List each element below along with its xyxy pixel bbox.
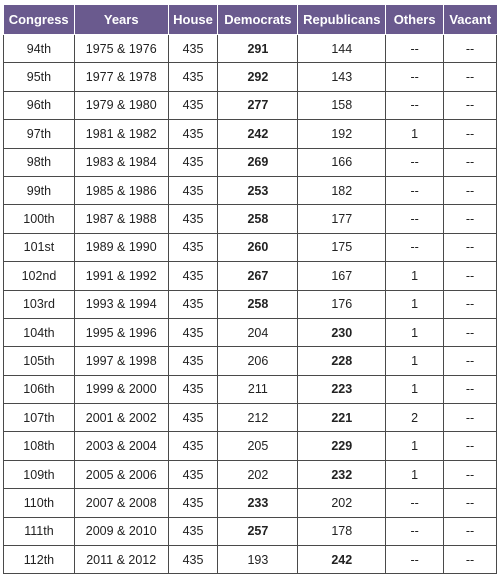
cell-vacant: -- — [444, 375, 497, 403]
table-row — [4, 517, 497, 545]
cell-vacant: -- — [444, 318, 497, 346]
table-row — [4, 432, 497, 460]
table-row — [4, 233, 497, 261]
cell-house: 435 — [168, 176, 218, 204]
cell-congress: 101st — [4, 233, 75, 261]
cell-years: 1989 & 1990 — [74, 233, 168, 261]
cell-democrats: 277 — [218, 91, 298, 119]
cell-vacant: -- — [444, 205, 497, 233]
table-header — [4, 5, 497, 35]
cell-republicans: 143 — [298, 63, 386, 91]
cell-vacant: -- — [444, 489, 497, 517]
cell-vacant: -- — [444, 120, 497, 148]
cell-years: 1997 & 1998 — [74, 347, 168, 375]
cell-congress: 112th — [4, 546, 75, 574]
cell-years: 2007 & 2008 — [74, 489, 168, 517]
cell-others: -- — [386, 233, 444, 261]
cell-years: 1979 & 1980 — [74, 91, 168, 119]
cell-congress: 95th — [4, 63, 75, 91]
cell-democrats: 258 — [218, 205, 298, 233]
header-democrats: Democrats — [218, 5, 298, 35]
cell-years: 1999 & 2000 — [74, 375, 168, 403]
table-row — [4, 489, 497, 517]
table-row — [4, 347, 497, 375]
cell-others: 1 — [386, 318, 444, 346]
cell-congress: 103rd — [4, 290, 75, 318]
cell-democrats: 253 — [218, 176, 298, 204]
cell-years: 2005 & 2006 — [74, 460, 168, 488]
cell-congress: 104th — [4, 318, 75, 346]
cell-years: 1995 & 1996 — [74, 318, 168, 346]
cell-republicans: 178 — [298, 517, 386, 545]
cell-republicans: 202 — [298, 489, 386, 517]
cell-house: 435 — [168, 347, 218, 375]
cell-republicans: 176 — [298, 290, 386, 318]
cell-others: -- — [386, 517, 444, 545]
cell-republicans: 192 — [298, 120, 386, 148]
table-row — [4, 63, 497, 91]
table-row — [4, 205, 497, 233]
cell-house: 435 — [168, 318, 218, 346]
cell-others: 2 — [386, 404, 444, 432]
cell-vacant: -- — [444, 404, 497, 432]
table-row — [4, 120, 497, 148]
table-row — [4, 176, 497, 204]
cell-republicans: 158 — [298, 91, 386, 119]
cell-republicans: 182 — [298, 176, 386, 204]
cell-vacant: -- — [444, 290, 497, 318]
cell-democrats: 257 — [218, 517, 298, 545]
cell-democrats: 291 — [218, 35, 298, 63]
cell-house: 435 — [168, 460, 218, 488]
cell-house: 435 — [168, 517, 218, 545]
cell-others: 1 — [386, 120, 444, 148]
cell-congress: 105th — [4, 347, 75, 375]
cell-others: -- — [386, 63, 444, 91]
cell-years: 1993 & 1994 — [74, 290, 168, 318]
cell-years: 1981 & 1982 — [74, 120, 168, 148]
cell-vacant: -- — [444, 546, 497, 574]
cell-house: 435 — [168, 489, 218, 517]
table-row — [4, 546, 497, 574]
cell-years: 1975 & 1976 — [74, 35, 168, 63]
cell-house: 435 — [168, 35, 218, 63]
cell-house: 435 — [168, 404, 218, 432]
cell-years: 1987 & 1988 — [74, 205, 168, 233]
cell-democrats: 242 — [218, 120, 298, 148]
cell-house: 435 — [168, 120, 218, 148]
cell-congress: 110th — [4, 489, 75, 517]
cell-republicans: 144 — [298, 35, 386, 63]
cell-democrats: 211 — [218, 375, 298, 403]
cell-years: 1985 & 1986 — [74, 176, 168, 204]
cell-republicans: 167 — [298, 262, 386, 290]
cell-house: 435 — [168, 290, 218, 318]
table-row — [4, 318, 497, 346]
table-row — [4, 290, 497, 318]
cell-years: 2009 & 2010 — [74, 517, 168, 545]
cell-others: -- — [386, 176, 444, 204]
cell-vacant: -- — [444, 63, 497, 91]
cell-others: 1 — [386, 347, 444, 375]
cell-others: 1 — [386, 262, 444, 290]
cell-vacant: -- — [444, 460, 497, 488]
cell-democrats: 258 — [218, 290, 298, 318]
cell-others: -- — [386, 205, 444, 233]
cell-republicans: 228 — [298, 347, 386, 375]
header-republicans: Republicans — [298, 5, 386, 35]
cell-years: 2011 & 2012 — [74, 546, 168, 574]
cell-others: 1 — [386, 290, 444, 318]
cell-republicans: 229 — [298, 432, 386, 460]
cell-republicans: 177 — [298, 205, 386, 233]
cell-house: 435 — [168, 233, 218, 261]
cell-republicans: 230 — [298, 318, 386, 346]
house-composition-table — [3, 5, 497, 574]
cell-congress: 98th — [4, 148, 75, 176]
cell-congress: 106th — [4, 375, 75, 403]
cell-vacant: -- — [444, 35, 497, 63]
cell-house: 435 — [168, 205, 218, 233]
cell-congress: 96th — [4, 91, 75, 119]
cell-democrats: 267 — [218, 262, 298, 290]
cell-house: 435 — [168, 91, 218, 119]
header-congress: Congress — [4, 5, 75, 35]
cell-congress: 94th — [4, 35, 75, 63]
table-row — [4, 148, 497, 176]
cell-democrats: 204 — [218, 318, 298, 346]
header-row — [4, 5, 497, 35]
cell-others: 1 — [386, 375, 444, 403]
table-row — [4, 460, 497, 488]
cell-house: 435 — [168, 262, 218, 290]
table-row — [4, 404, 497, 432]
header-years: Years — [74, 5, 168, 35]
cell-years: 2003 & 2004 — [74, 432, 168, 460]
cell-house: 435 — [168, 63, 218, 91]
cell-others: -- — [386, 148, 444, 176]
cell-congress: 102nd — [4, 262, 75, 290]
cell-vacant: -- — [444, 176, 497, 204]
cell-democrats: 206 — [218, 347, 298, 375]
cell-republicans: 232 — [298, 460, 386, 488]
cell-vacant: -- — [444, 148, 497, 176]
cell-republicans: 242 — [298, 546, 386, 574]
cell-democrats: 202 — [218, 460, 298, 488]
cell-congress: 109th — [4, 460, 75, 488]
cell-republicans: 166 — [298, 148, 386, 176]
cell-years: 2001 & 2002 — [74, 404, 168, 432]
cell-others: -- — [386, 546, 444, 574]
cell-vacant: -- — [444, 233, 497, 261]
cell-republicans: 221 — [298, 404, 386, 432]
cell-congress: 99th — [4, 176, 75, 204]
cell-republicans: 175 — [298, 233, 386, 261]
cell-democrats: 193 — [218, 546, 298, 574]
header-vacant: Vacant — [444, 5, 497, 35]
table-body — [4, 35, 497, 574]
cell-congress: 108th — [4, 432, 75, 460]
cell-democrats: 260 — [218, 233, 298, 261]
cell-others: -- — [386, 35, 444, 63]
table-row — [4, 375, 497, 403]
cell-house: 435 — [168, 375, 218, 403]
cell-vacant: -- — [444, 517, 497, 545]
header-others: Others — [386, 5, 444, 35]
cell-congress: 100th — [4, 205, 75, 233]
cell-vacant: -- — [444, 262, 497, 290]
cell-democrats: 269 — [218, 148, 298, 176]
cell-congress: 97th — [4, 120, 75, 148]
cell-congress: 107th — [4, 404, 75, 432]
cell-years: 1991 & 1992 — [74, 262, 168, 290]
header-house: House — [168, 5, 218, 35]
cell-others: 1 — [386, 432, 444, 460]
cell-republicans: 223 — [298, 375, 386, 403]
cell-others: -- — [386, 91, 444, 119]
table-row — [4, 35, 497, 63]
cell-house: 435 — [168, 432, 218, 460]
cell-vacant: -- — [444, 432, 497, 460]
cell-house: 435 — [168, 546, 218, 574]
cell-congress: 111th — [4, 517, 75, 545]
cell-house: 435 — [168, 148, 218, 176]
cell-years: 1977 & 1978 — [74, 63, 168, 91]
cell-vacant: -- — [444, 347, 497, 375]
table-row — [4, 91, 497, 119]
cell-democrats: 233 — [218, 489, 298, 517]
cell-others: -- — [386, 489, 444, 517]
table-row — [4, 262, 497, 290]
cell-democrats: 292 — [218, 63, 298, 91]
cell-vacant: -- — [444, 91, 497, 119]
cell-democrats: 212 — [218, 404, 298, 432]
cell-others: 1 — [386, 460, 444, 488]
cell-years: 1983 & 1984 — [74, 148, 168, 176]
cell-democrats: 205 — [218, 432, 298, 460]
